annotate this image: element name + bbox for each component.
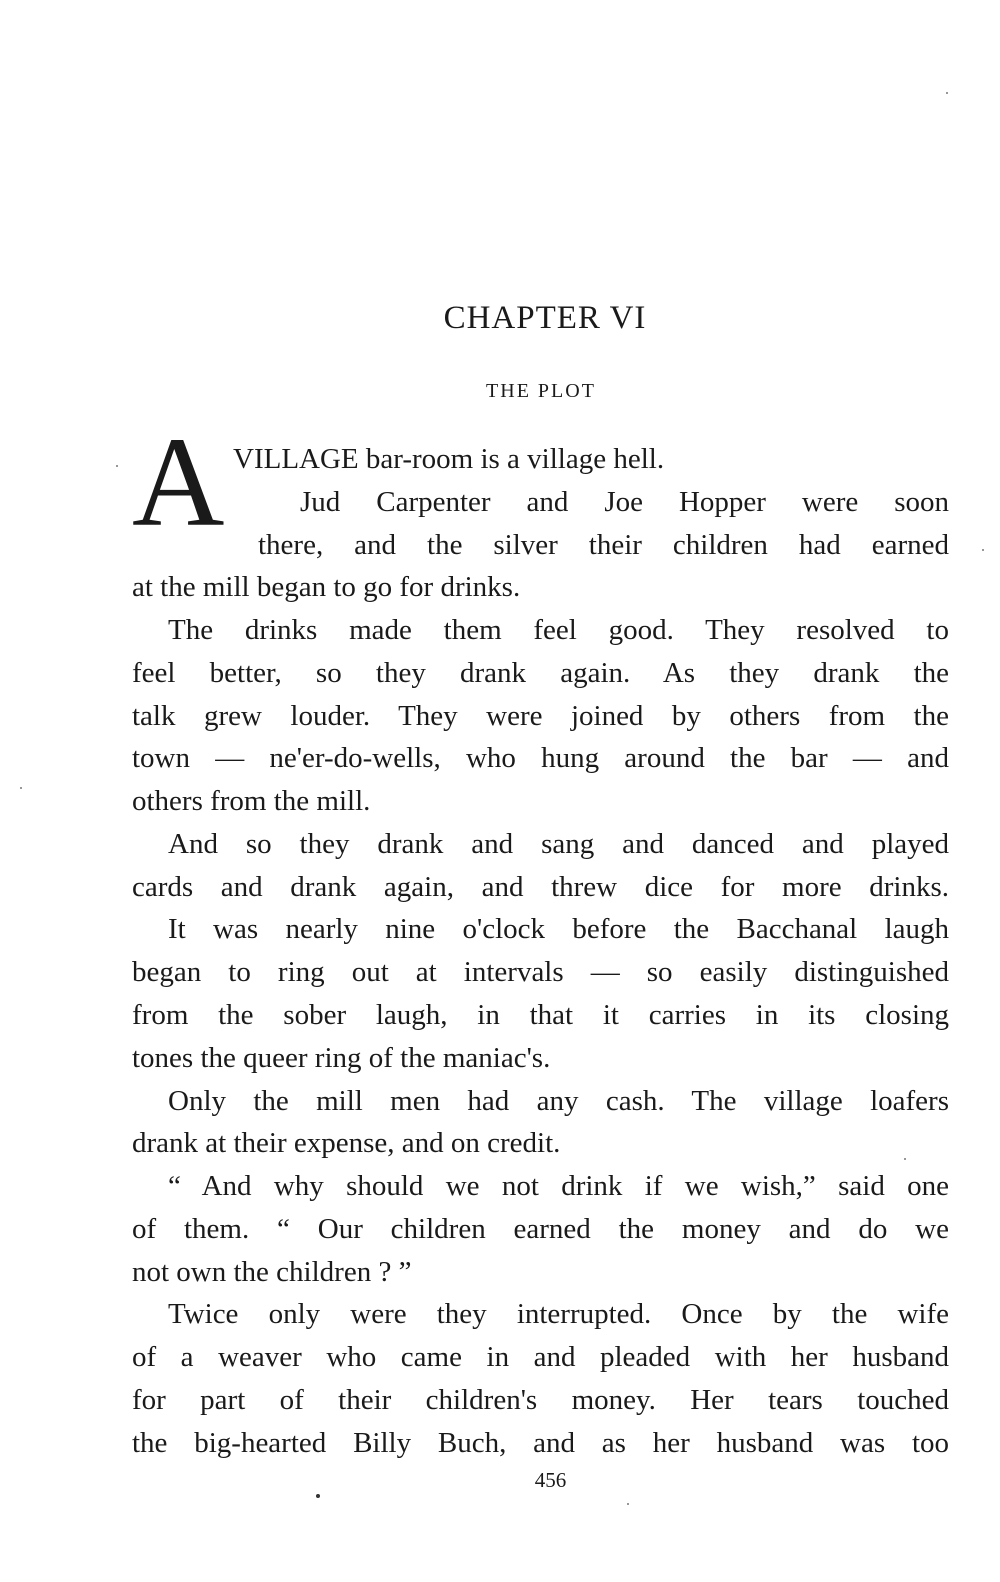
text-line: It was nearly nine o'clock before the Bacchanal laugh (168, 913, 949, 945)
scan-speck (982, 549, 984, 551)
drop-cap: A (132, 411, 225, 553)
text-line: drank at their expense, and on credit. (132, 1127, 561, 1159)
text-line: talk grew louder. They were joined by others from the (132, 700, 949, 732)
text-line: Jud Carpenter and Joe Hopper were soon (300, 486, 949, 518)
text-line: feel better, so they drank again. As they drank the (132, 657, 949, 689)
section-title: THE PLOT (486, 380, 596, 402)
text-line: cards and drank again, and threw dice for more drinks. (132, 871, 949, 903)
text-line: there, and the silver their children had earned (258, 529, 949, 561)
text-line: Twice only were they interrupted. Once by the wife (168, 1298, 949, 1330)
scan-speck (627, 1503, 629, 1505)
text-line: the big-hearted Billy Buch, and as her husband was too (132, 1427, 949, 1459)
scan-speck (116, 465, 118, 467)
text-line: And so they drank and sang and danced and played (168, 828, 949, 860)
text-line: not own the children ? ” (132, 1256, 412, 1288)
page-number: 456 (534, 1468, 567, 1492)
scan-speck (904, 1158, 906, 1160)
text-line: from the sober laugh, in that it carries in its closing (132, 999, 949, 1031)
text-line: Only the mill men had any cash. The village loafers (168, 1085, 949, 1117)
text-line: town — ne'er-do-wells, who hung around the bar — and (132, 742, 949, 774)
text-line: VILLAGE bar-room is a village hell. (233, 443, 665, 475)
text-line: others from the mill. (132, 785, 371, 817)
text-line: The drinks made them feel good. They resolved to (168, 614, 949, 646)
text-line: “ And why should we not drink if we wish,” said one (168, 1170, 949, 1202)
text-line: tones the queer ring of the maniac's. (132, 1042, 551, 1074)
text-line: of a weaver who came in and pleaded with her husband (132, 1341, 949, 1373)
text-line: of them. “ Our children earned the money and do we (132, 1213, 949, 1245)
text-line: at the mill began to go for drinks. (132, 571, 521, 603)
scan-speck (20, 787, 22, 789)
text-line: began to ring out at intervals — so easily distinguished (132, 956, 949, 988)
scan-speck (946, 92, 948, 94)
chapter-title: CHAPTER VI (443, 300, 647, 336)
scan-speck (316, 1494, 320, 1498)
text-line: for part of their children's money. Her tears touched (132, 1384, 949, 1416)
